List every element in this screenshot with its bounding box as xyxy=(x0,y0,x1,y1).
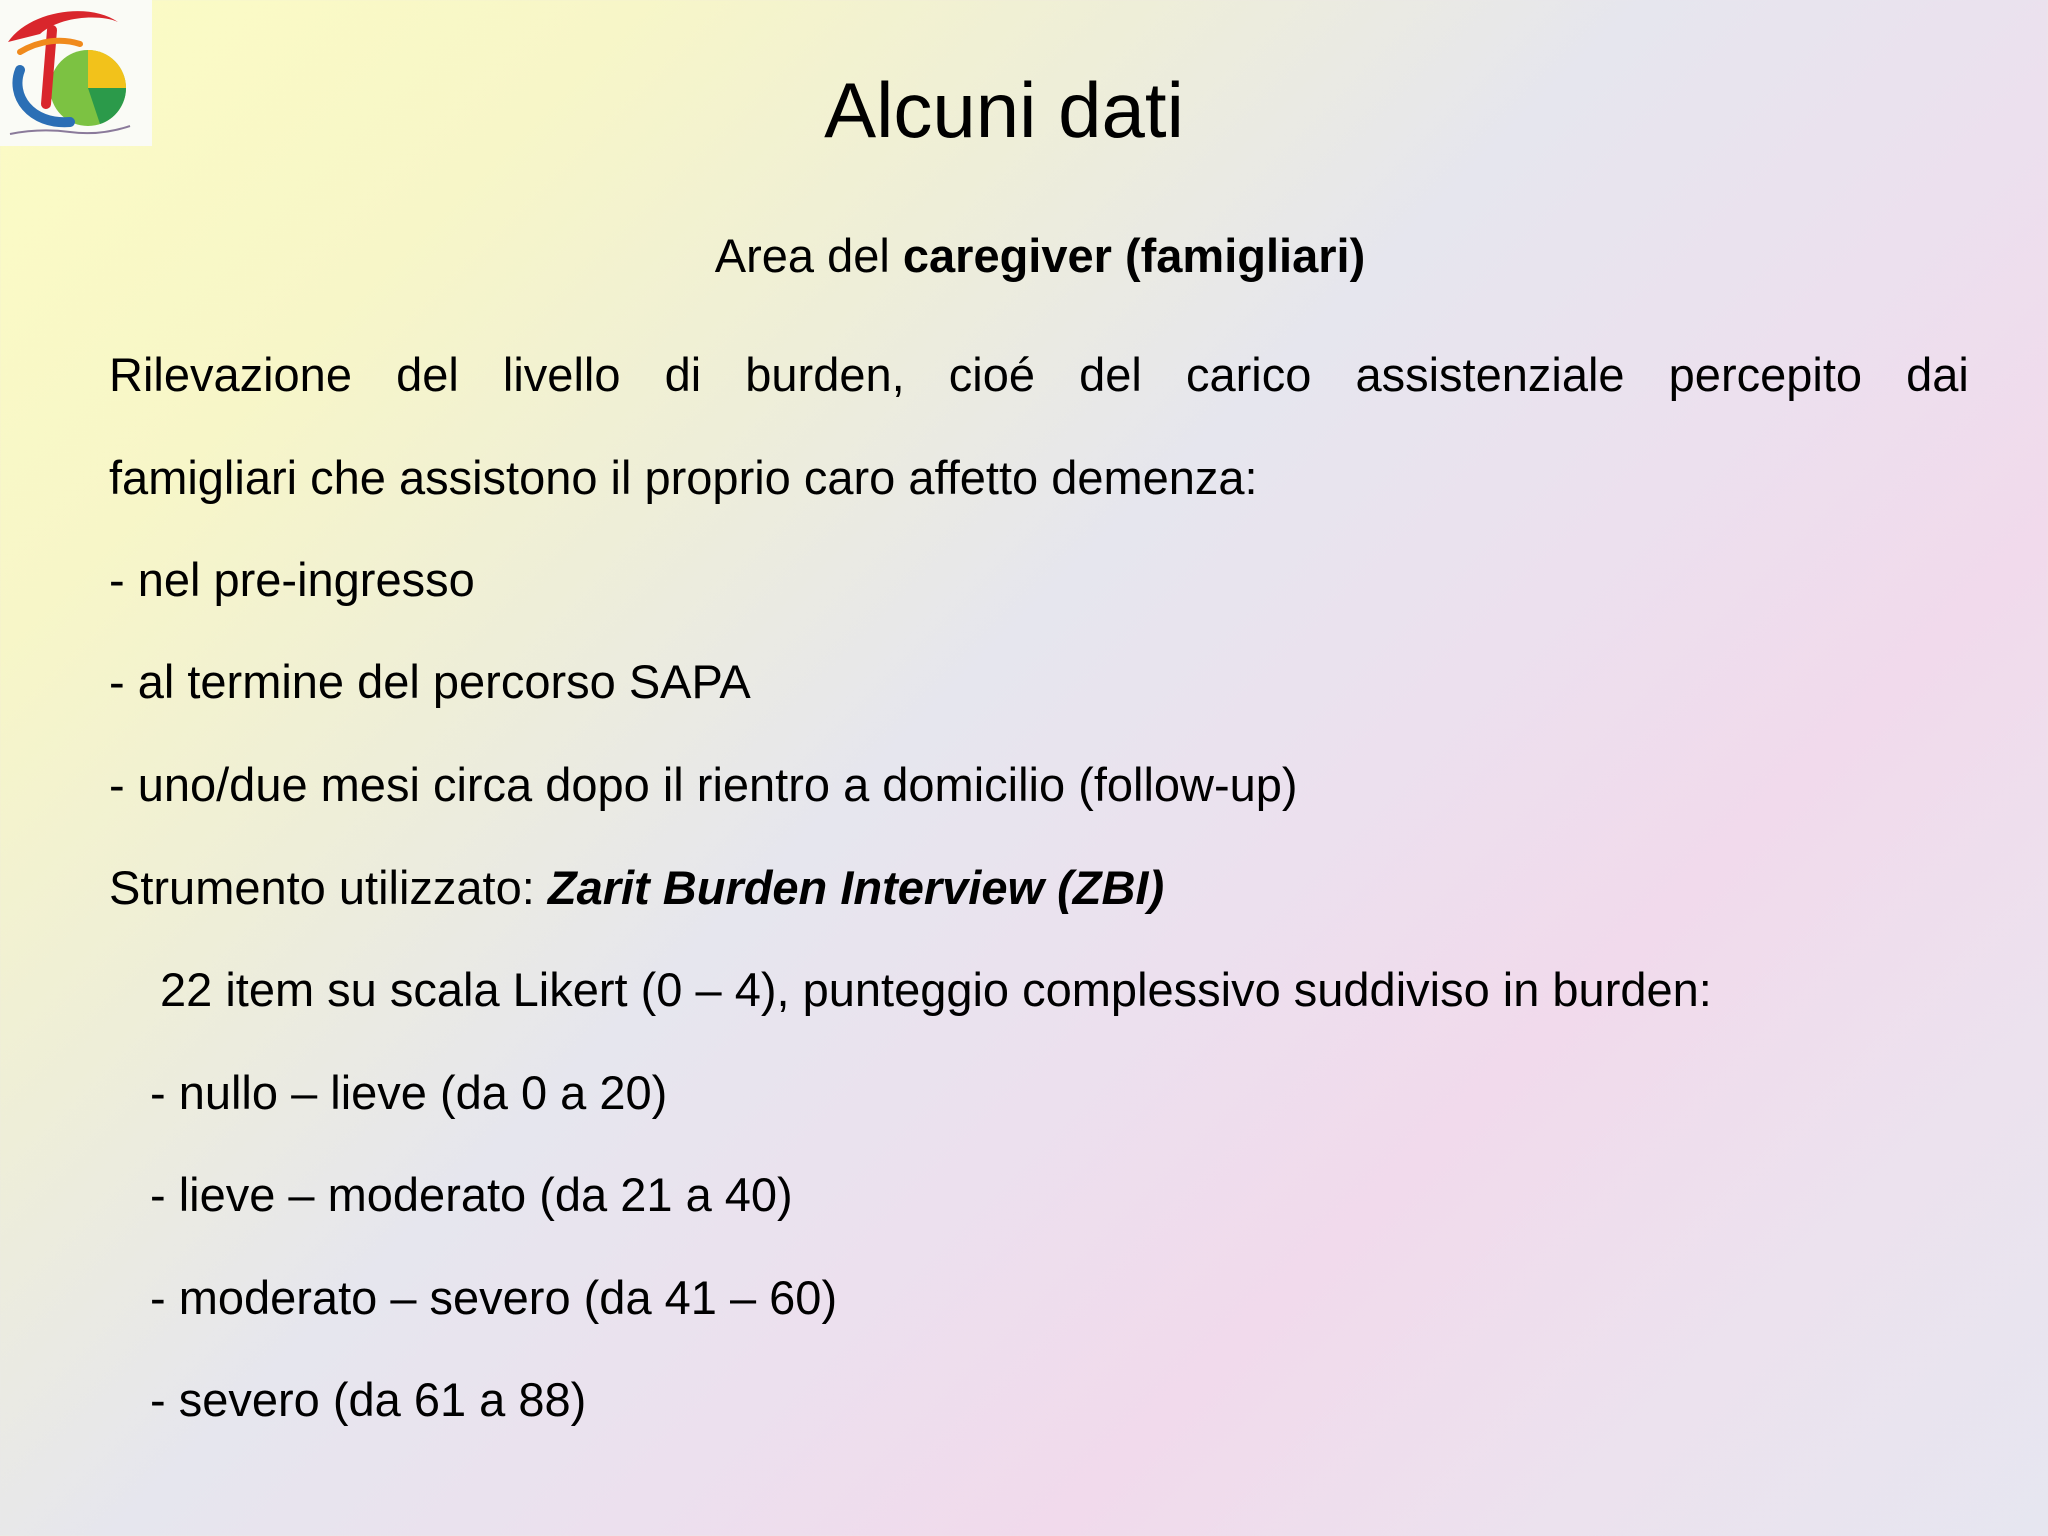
slide-subtitle xyxy=(0,226,2048,286)
intro-line-1 xyxy=(109,345,1969,405)
intro-word: carico xyxy=(1185,348,1312,401)
burden-level: - lieve – moderato (da 21 a 40) xyxy=(150,1168,793,1221)
intro-word: burden, xyxy=(745,348,905,401)
intro-word: del xyxy=(396,348,459,401)
phase-item: - nel pre-ingresso xyxy=(109,553,475,606)
phase-item: - uno/due mesi circa dopo il rientro a domicilio (follow-up) xyxy=(109,758,1298,811)
tool-line xyxy=(109,858,1164,918)
tool-label: Strumento utilizzato: xyxy=(109,861,548,914)
intro-word: livello xyxy=(502,348,621,401)
intro-word: Rilevazione xyxy=(109,348,352,401)
subtitle-prefix: Area del xyxy=(714,229,903,282)
scale-description: 22 item su scala Likert (0 – 4), punteggio complessivo suddiviso in burden: xyxy=(160,963,1712,1016)
phase-item: - al termine del percorso SAPA xyxy=(109,655,751,708)
intro-line-2: famigliari che assistono il proprio caro affetto demenza: xyxy=(109,451,1258,504)
subtitle-bold: caregiver (famigliari) xyxy=(902,229,1366,282)
intro-word: di xyxy=(664,348,702,401)
burden-level: - nullo – lieve (da 0 a 20) xyxy=(150,1066,668,1119)
intro-word: del xyxy=(1079,348,1142,401)
burden-level: - severo (da 61 a 88) xyxy=(150,1373,587,1426)
burden-level: - moderato – severo (da 41 – 60) xyxy=(150,1271,838,1324)
intro-word: assistenziale xyxy=(1355,348,1625,401)
slide-title: Alcuni dati xyxy=(824,66,1184,154)
intro-word: percepito xyxy=(1668,348,1863,401)
tool-name: Zarit Burden Interview (ZBI) xyxy=(547,861,1165,914)
intro-word: cioé xyxy=(948,348,1036,401)
intro-word: dai xyxy=(1906,348,1969,401)
